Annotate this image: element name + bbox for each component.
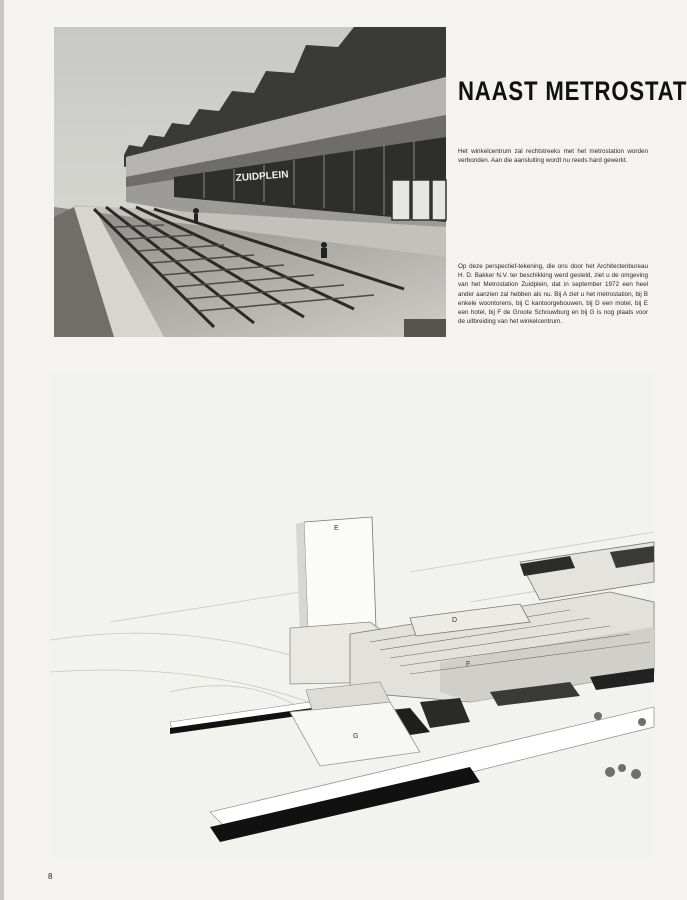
- label-d: D: [452, 617, 458, 624]
- perspective-drawing: [50, 372, 654, 858]
- label-c: C: [646, 549, 652, 556]
- headline: NAAST METROSTAT: [458, 76, 687, 106]
- caption-perspective: Op deze perspectief-tekening, die ons door het Architectenbureau H. D. Bakker N.V. ter beschikking werd gesteld, ziet u de omgeving van het Metrostation Zuidplein, dat in september 1972 een heel ander aanzien zal hebben als nu. Bij A ziet u het metrostation, bij B enkele woontorens, bij C kantoorgebouwen, bij D een motel, bij E een hotel, bij F de Groote Schouwburg en bij G is nog plaats voor de uitbreiding van het winkelcentrum.: [458, 263, 648, 326]
- label-g: G: [353, 733, 359, 740]
- construction-photo: [54, 27, 446, 337]
- label-f: F: [466, 661, 471, 668]
- page-binding-edge: [0, 0, 4, 900]
- zuidplein-sign: ZUIDPLEIN: [235, 169, 289, 184]
- page-number: 8: [48, 872, 53, 881]
- caption-connection: Het winkelcentrum zal rechtstreeks met het metrostation worden verbonden. Aan die aansluiting wordt nu reeds hard gewerkt.: [458, 148, 648, 165]
- label-e: E: [334, 525, 339, 532]
